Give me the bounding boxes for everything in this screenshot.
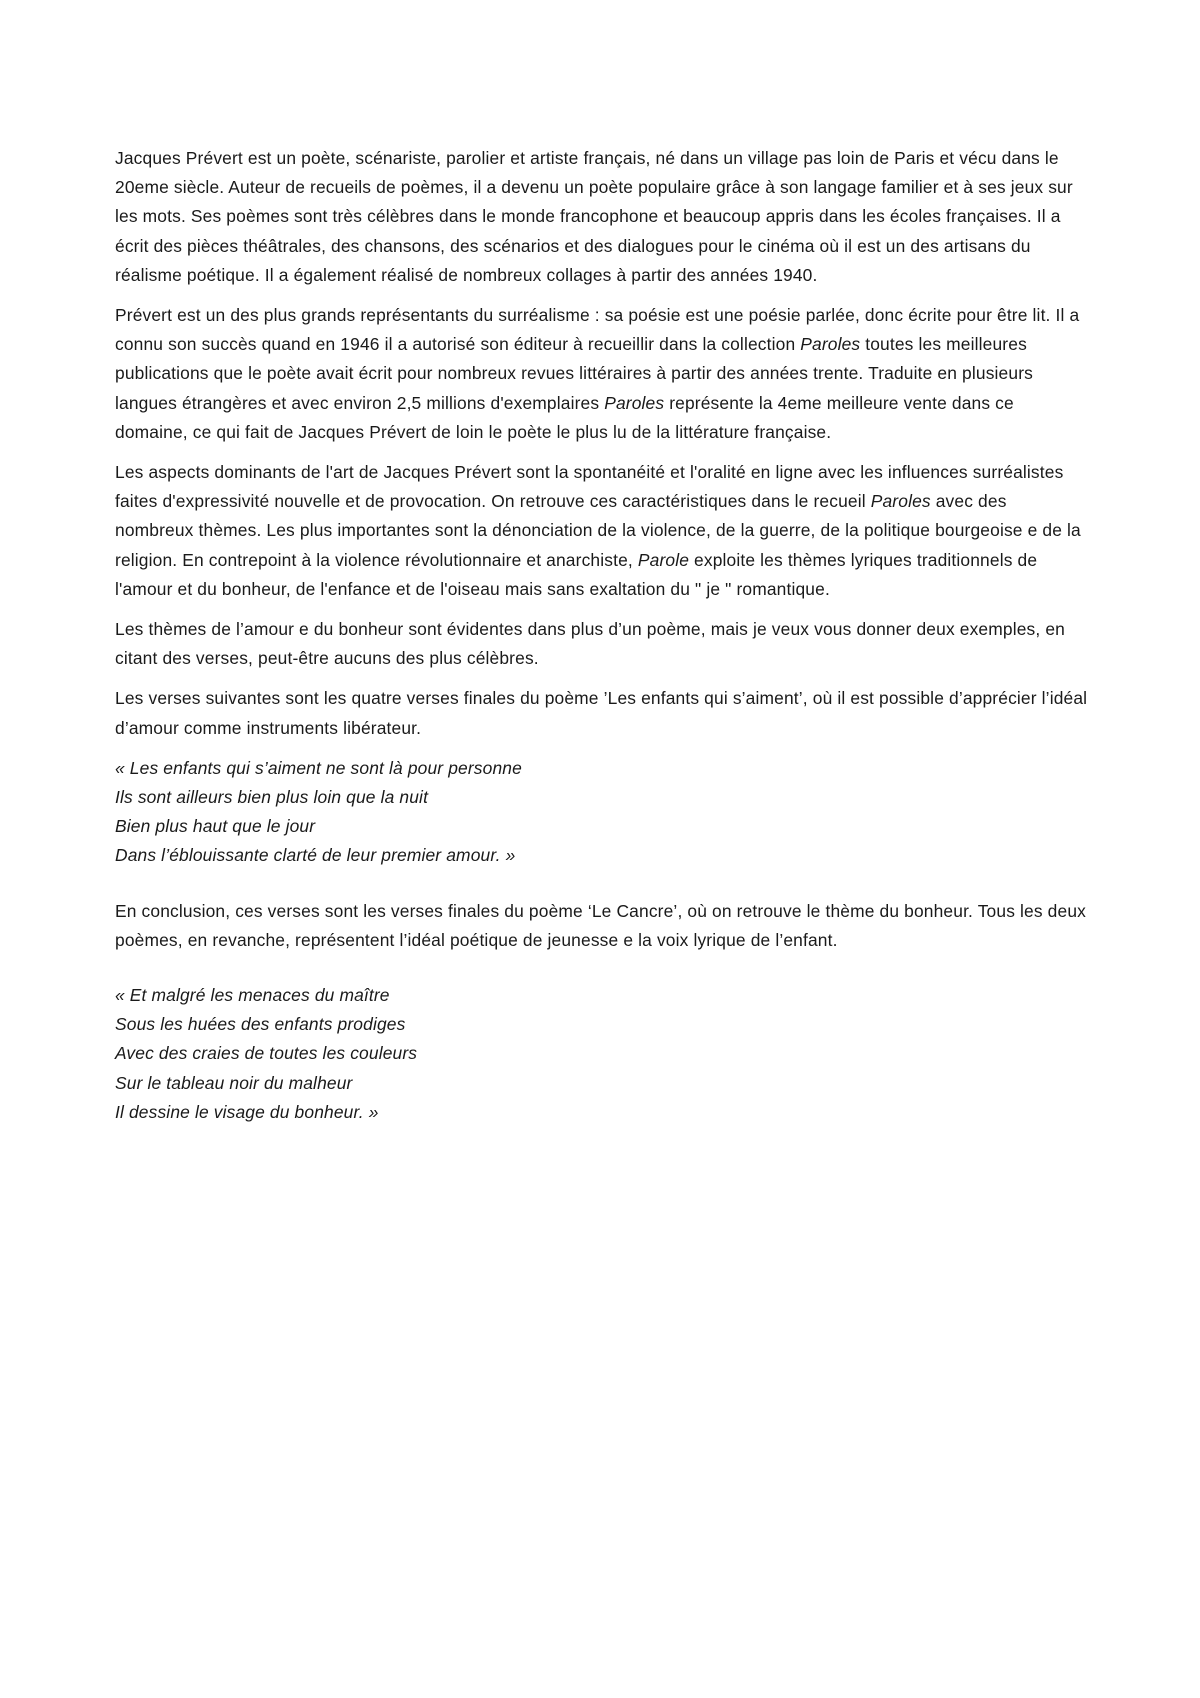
paragraph-text: Jacques Prévert est un poète, scénariste, parolier et artiste français, né dans un village pas loin de Paris et vécu dans le 20eme siècle. Auteur de recueils de poèmes, il a devenu un poète populaire grâce à son langage familier et à ses jeux sur les mots. Ses poèmes sont très célèbres dans le monde francophone et beaucoup appris dans les écoles françaises. Il a écrit des pièces théâtrales, des chansons, des scénarios et des dialogues pour le cinéma où il est un des artisans du réalisme poétique. Il a également réalisé de nombreux collages à partir des années 1940. [115, 148, 1073, 285]
paragraph-text: toutes les meilleures publications que le poète avait écrit pour nombreux revues littéraires à partir des années trente. Traduite en plusieurs langues étrangères et avec environ 2,5 millions d'exemplaires [115, 334, 1033, 413]
paragraph-surrealism [115, 301, 1090, 447]
book-title: Paroles [870, 491, 931, 512]
poem-quote-cancre [115, 981, 1090, 1127]
paragraph-biography [115, 144, 1090, 290]
paragraph-love-happiness [115, 615, 1090, 673]
empty-line [115, 882, 1090, 897]
book-title: Paroles [800, 334, 861, 355]
paragraph-text: En conclusion, ces verses sont les verses finales du poème ‘Le Cancre’, où on retrouve le thème du bonheur. Tous les deux poèmes, en revanche, représentent l’idéal poétique de jeunesse e la voix lyrique de l’enfant. [115, 900, 1086, 950]
verse-line: Avec des craies de toutes les couleurs [115, 1043, 418, 1064]
paragraph-text: Les thèmes de l’amour e du bonheur sont évidentes dans plus d’un poème, mais je veux vous donner deux exemples, en citant des verses, peut-être aucuns des plus célèbres. [115, 619, 1066, 669]
book-title: Paroles [604, 392, 665, 413]
document-body [115, 144, 1090, 1138]
verse-line: « Et malgré les menaces du maître [115, 985, 390, 1006]
empty-line [115, 966, 1090, 981]
verse-line: Ils sont ailleurs bien plus loin que la nuit [115, 787, 429, 808]
paragraph-text: Les verses suivantes sont les quatre verses finales du poème ’Les enfants qui s’aiment’, où il est possible d’apprécier l’idéal d’amour comme instruments libérateur. [115, 688, 1088, 738]
verse-line: « Les enfants qui s’aiment ne sont là pour personne [115, 757, 522, 778]
verse-line: Dans l’éblouissante clarté de leur premier amour. » [115, 845, 516, 866]
poem-quote-enfants [115, 754, 1090, 871]
book-title: Parole [637, 549, 690, 570]
verse-line: Il dessine le visage du bonheur. » [115, 1101, 379, 1122]
paragraph-text: exploite les thèmes lyriques traditionnels de l'amour et du bonheur, de l'enfance et de l'oiseau mais sans exaltation du " je " romantique. [115, 549, 1038, 599]
paragraph-verses-intro [115, 684, 1090, 742]
verse-line: Sur le tableau noir du malheur [115, 1072, 353, 1093]
verse-line: Bien plus haut que le jour [115, 816, 316, 837]
paragraph-text: représente la 4eme meilleure vente dans ce domaine, ce qui fait de Jacques Prévert de loin le poète le plus lu de la littérature française. [115, 392, 1014, 442]
verse-line: Sous les huées des enfants prodiges [115, 1014, 406, 1035]
paragraph-text: avec des nombreux thèmes. Les plus importantes sont la dénonciation de la violence, de la guerre, de la politique bourgeoise e de la religion. En contrepoint à la violence révolutionnaire et anarchiste, [115, 491, 1081, 570]
paragraph-themes [115, 458, 1090, 604]
paragraph-text: Prévert est un des plus grands représentants du surréalisme : sa poésie est une poésie parlée, donc écrite pour être lit. Il a connu son succès quand en 1946 il a autorisé son éditeur à recueillir dans la collection [115, 305, 1080, 355]
paragraph-conclusion [115, 897, 1090, 955]
paragraph-text: Les aspects dominants de l'art de Jacques Prévert sont la spontanéité et l'oralité en ligne avec les influences surréalistes faites d'expressivité nouvelle et de provocation. On retrouve ces caractéristiques dans le recueil [115, 462, 1064, 512]
